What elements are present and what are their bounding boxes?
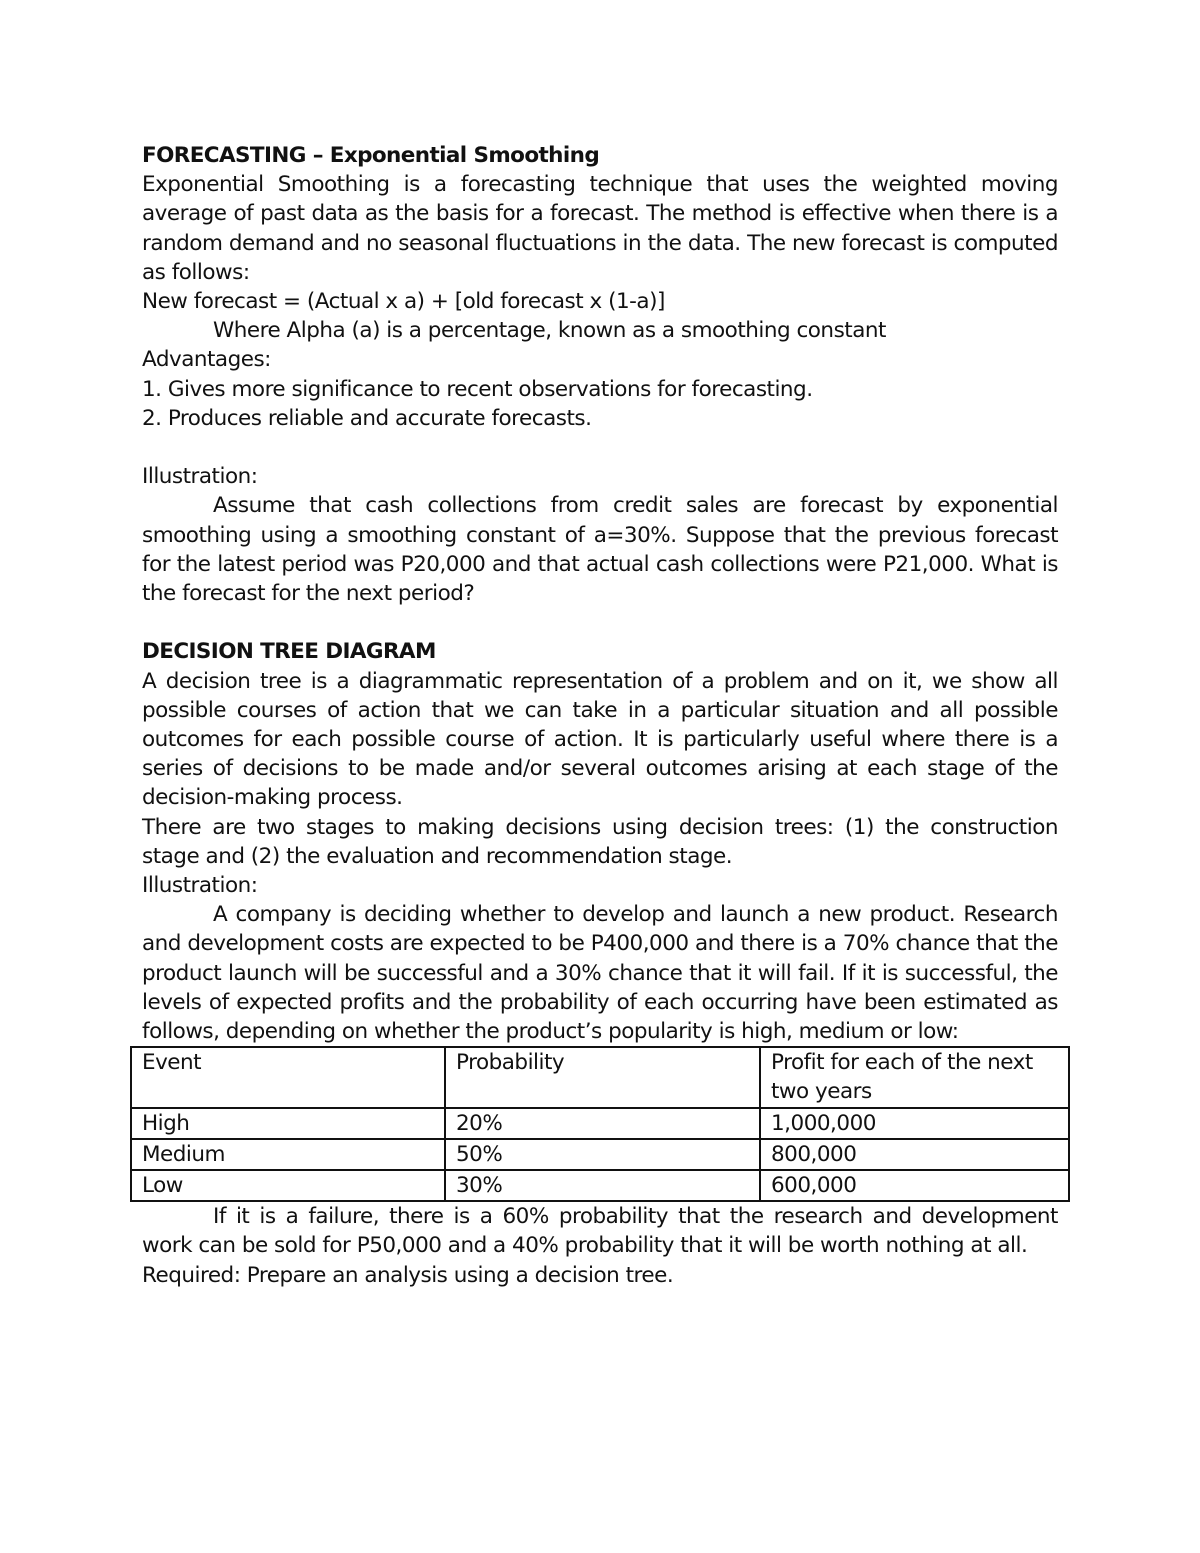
table-header-cell: Event <box>131 1047 445 1107</box>
decision-tree-heading: DECISION TREE DIAGRAM <box>142 639 436 665</box>
table-row <box>131 1170 1069 1201</box>
required-text: Required: Prepare an analysis using a decision tree. <box>142 1262 674 1288</box>
table-cell: 20% <box>445 1108 760 1139</box>
advantage-item: 1. Gives more significance to recent observations for forecasting. <box>142 376 813 402</box>
table-header-cell: Profit for each of the next two years <box>760 1047 1069 1107</box>
table-cell: 1,000,000 <box>760 1108 1069 1139</box>
profit-table <box>130 1046 1070 1202</box>
failure-text: If it is a failure, there is a 60% probability that the research and development work can be sold for P50,000 and a 40% probability that it will be worth nothing at all. <box>142 1204 1058 1259</box>
decision-tree-intro: A decision tree is a diagrammatic representation of a problem and on it, we show all possible courses of action that we can take in a particular situation and all possible outcomes for each possible course of action. It is particularly useful where there is a series of decisions to be made and/or several outcomes arising at each stage of the decision-making process. <box>142 668 1058 811</box>
spacer <box>142 608 1058 637</box>
advantage-item: 2. Produces reliable and accurate forecasts. <box>142 405 592 431</box>
table-cell: 50% <box>445 1139 760 1170</box>
table-cell: 600,000 <box>760 1170 1069 1201</box>
table-header-row <box>131 1047 1069 1107</box>
table-row <box>131 1108 1069 1139</box>
forecast-formula: New forecast = (Actual x a) + [old forecast x (1-a)] <box>142 289 665 315</box>
profit-table-wrapper <box>130 1046 1070 1202</box>
forecasting-heading: FORECASTING – Exponential Smoothing <box>142 143 600 168</box>
table-header-cell: Probability <box>445 1047 760 1107</box>
decision-tree-illustration-text: A company is deciding whether to develop and launch a new product. Research and development costs are expected to be P400,000 and there is a 70% chance that the product launch will be successful and a 30% chance that it will fail. If it is successful, the levels of expected profits and the probability of each occurring have been estimated as follows, depending on whether the product’s popularity is high, medium or low: <box>142 902 1058 1045</box>
table-cell: 30% <box>445 1170 760 1201</box>
decision-tree-stages: There are two stages to making decisions using decision trees: (1) the construction stage and (2) the evaluation and recommendation stage. <box>142 814 1058 869</box>
table-cell: High <box>131 1108 445 1139</box>
spacer <box>142 433 1058 462</box>
advantages-label: Advantages: <box>142 347 271 373</box>
document-page <box>142 141 1058 1290</box>
forecasting-illustration-label: Illustration: <box>142 464 258 490</box>
table-row <box>131 1139 1069 1170</box>
decision-tree-illustration-label: Illustration: <box>142 873 258 899</box>
table-cell: Low <box>131 1170 445 1201</box>
formula-note: Where Alpha (a) is a percentage, known as a smoothing constant <box>213 318 886 344</box>
table-cell: 800,000 <box>760 1139 1069 1170</box>
forecasting-illustration-text: Assume that cash collections from credit sales are forecast by exponential smoothing using a smoothing constant of a=30%. Suppose that the previous forecast for the latest period was P20,000 and that actual cash collections were P21,000. What is the forecast for the next period? <box>142 493 1058 607</box>
forecasting-intro: Exponential Smoothing is a forecasting technique that uses the weighted moving average of past data as the basis for a forecast. The method is effective when there is a random demand and no seasonal fluctuations in the data. The new forecast is computed as follows: <box>142 172 1058 285</box>
table-cell: Medium <box>131 1139 445 1170</box>
